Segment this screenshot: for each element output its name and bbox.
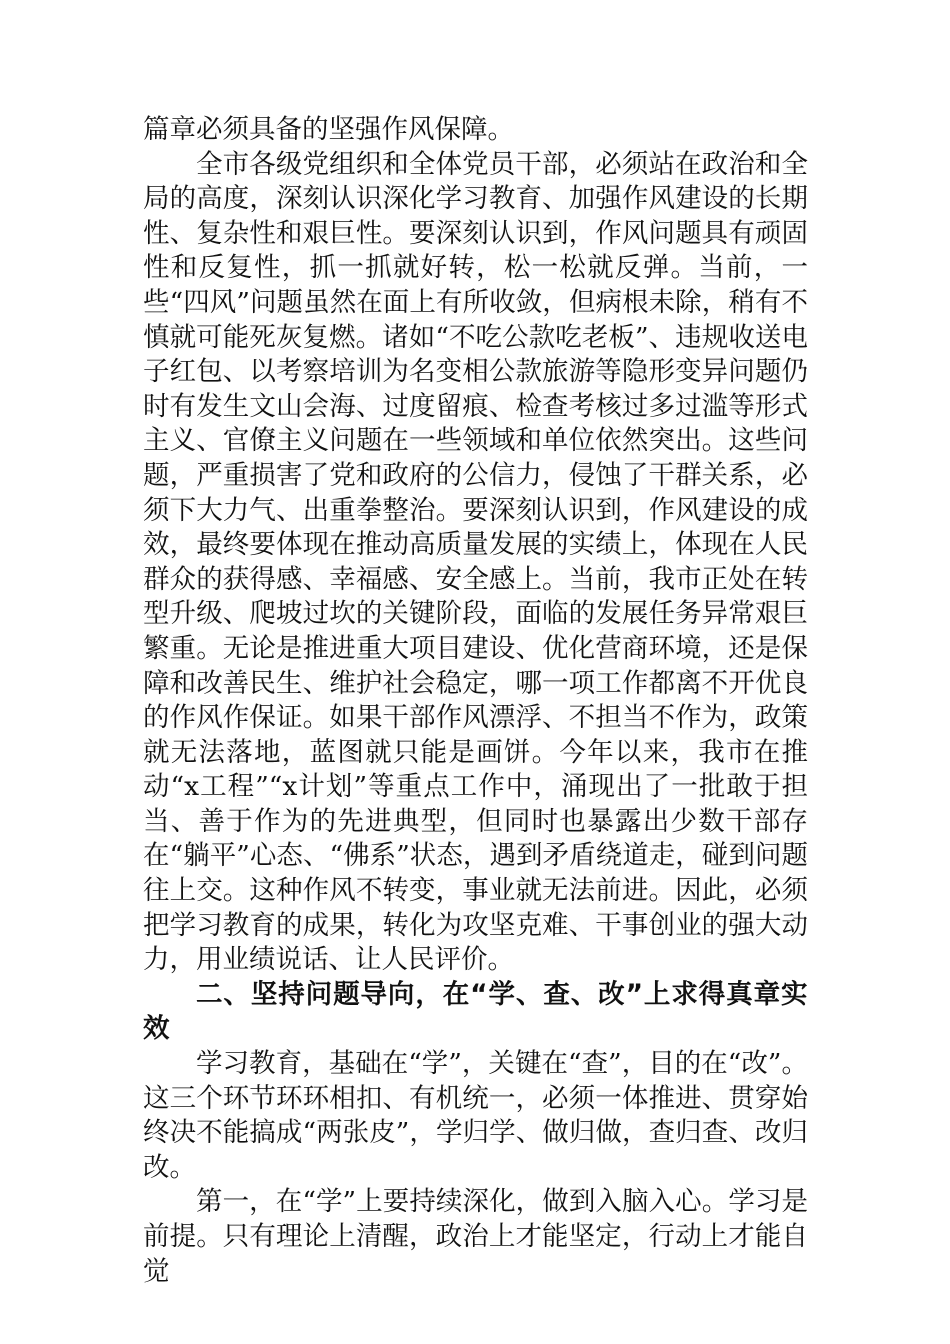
document-body (143, 113, 808, 1289)
paragraph-work-style-understanding: 全市各级党组织和全体党员干部，必须站在政治和全局的高度，深刻认识深化学习教育、加强作风建设的长期性、复杂性和艰巨性。要深刻认识到，作风问题具有顽固性和反复性，抓一抓就好转，松一松就反弹。当前，一些“四风”问题虽然在面上有所收敛，但病根未除，稍有不慎就可能死灰复燃。诸如“不吃公款吃老板”、违规收送电子红包、以考察培训为名变相公款旅游等隐形变异问题仍时有发生文山会海、过度留痕、检查考核过多过滥等形式主义、官僚主义问题在一些领域和单位依然突出。这些问题，严重损害了党和政府的公信力，侵蚀了干群关系，必须下大力气、出重拳整治。要深刻认识到，作风建设的成效，最终要体现在推动高质量发展的实绩上，体现在人民群众的获得感、幸福感、安全感上。当前，我市正处在转型升级、爬坡过坎的关键阶段，面临的发展任务异常艰巨繁重。无论是推进重大项目建设、优化营商环境，还是保障和改善民生、维护社会稳定，哪一项工作都离不开优良的作风作保证。如果干部作风漂浮、不担当不作为，政策就无法落地，蓝图就只能是画饼。今年以来，我市在推动“x工程”“x计划”等重点工作中，涌现出了一批敢于担当、善于作为的先进典型，但同时也暴露出少数干部存在“躺平”心态、“佛系”状态，遇到矛盾绕道走，碰到问题往上交。这种作风不转变，事业就无法前进。因此，必须把学习教育的成果，转化为攻坚克难、干事创业的强大动力，用业绩说话、让人民评价。 (143, 148, 808, 976)
paragraph-learn-check-correct: 学习教育，基础在“学”，关键在“查”，目的在“改”。这三个环节环环相扣、有机统一，必须一体推进、贯穿始终决不能搞成“两张皮”，学归学、做归做，查归查、改归改。 (143, 1048, 808, 1183)
paragraph-continuation: 篇章必须具备的坚强作风保障。 (143, 114, 514, 145)
paragraph-first-learn: 第一，在“学”上要持续深化，做到入脑入心。学习是前提。只有理论上清醒，政治上才能坚定，行动上才能自觉 (143, 1186, 808, 1287)
section-heading-2: 二、坚持问题导向，在“学、查、改”上求得真章实效 (143, 978, 808, 1045)
